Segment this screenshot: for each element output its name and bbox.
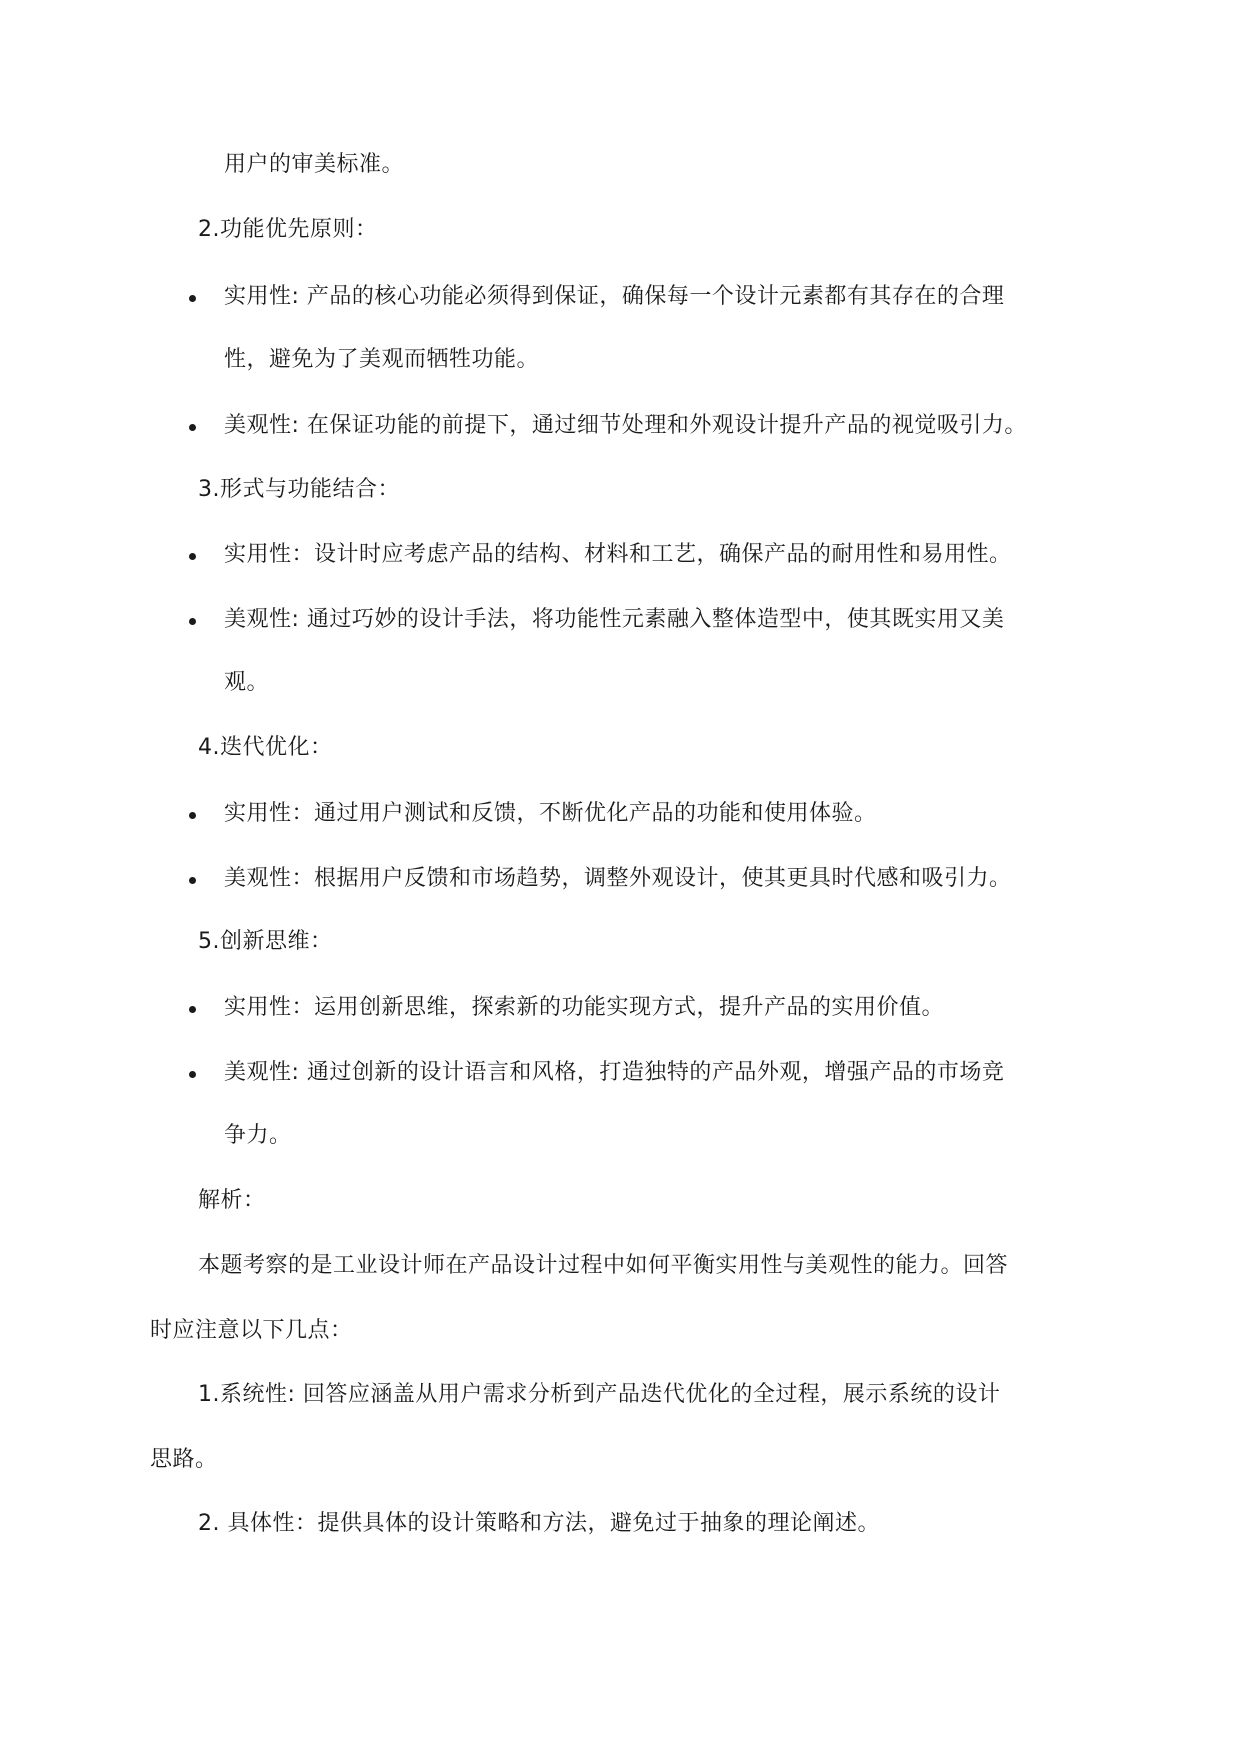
bullet-dot [189,1071,196,1078]
list-item-continuation: 性，避免为了美观而牺牲功能。 [224,347,540,372]
list-item-practicality: 实用性：设计时应考虑产品的结构、材料和工艺，确保产品的耐用性和易用性。 [224,542,1012,567]
list-item-aesthetics: 美观性: 通过创新的设计语言和风格，打造独特的产品外观，增强产品的市场竞 [224,1060,1005,1085]
list-item-aesthetics: 美观性: 在保证功能的前提下，通过细节处理和外观设计提升产品的视觉吸引力。 [224,413,1027,438]
list-item-continuation: 观。 [224,670,270,695]
section-heading-functional-priority: 2.功能优先原则： [198,217,378,242]
bullet-dot [189,1006,196,1013]
list-item-practicality: 实用性：通过用户测试和反馈，不断优化产品的功能和使用体验。 [224,801,877,826]
analysis-paragraph-continuation: 时应注意以下几点： [150,1318,353,1343]
continued-text-line: 用户的审美标准。 [224,152,405,177]
bullet-dot [189,295,196,302]
bullet-dot [189,424,196,431]
section-heading-innovation: 5.创新思维： [198,929,333,954]
list-item-aesthetics: 美观性: 通过巧妙的设计手法，将功能性元素融入整体造型中，使其既实用又美 [224,607,1005,632]
section-heading-iteration: 4.迭代优化： [198,735,333,760]
bullet-dot [189,877,196,884]
point-continuation: 思路。 [150,1447,218,1472]
point-specific: 2. 具体性：提供具体的设计策略和方法，避免过于抽象的理论阐述。 [198,1511,880,1536]
list-item-practicality: 实用性: 产品的核心功能必须得到保证，确保每一个设计元素都有其存在的合理 [224,284,1005,309]
analysis-paragraph: 本题考察的是工业设计师在产品设计过程中如何平衡实用性与美观性的能力。回答 [198,1253,1009,1278]
point-systematic: 1.系统性: 回答应涵盖从用户需求分析到产品迭代优化的全过程，展示系统的设计 [198,1382,1001,1407]
bullet-dot [189,812,196,819]
list-item-aesthetics: 美观性：根据用户反馈和市场趋势，调整外观设计，使其更具时代感和吸引力。 [224,866,1012,891]
section-heading-form-function: 3.形式与功能结合： [198,477,400,502]
analysis-heading: 解析： [198,1188,266,1213]
list-item-practicality: 实用性：运用创新思维，探索新的功能实现方式，提升产品的实用价值。 [224,995,945,1020]
bullet-dot [189,553,196,560]
list-item-continuation: 争力。 [224,1123,292,1148]
bullet-dot [189,618,196,625]
